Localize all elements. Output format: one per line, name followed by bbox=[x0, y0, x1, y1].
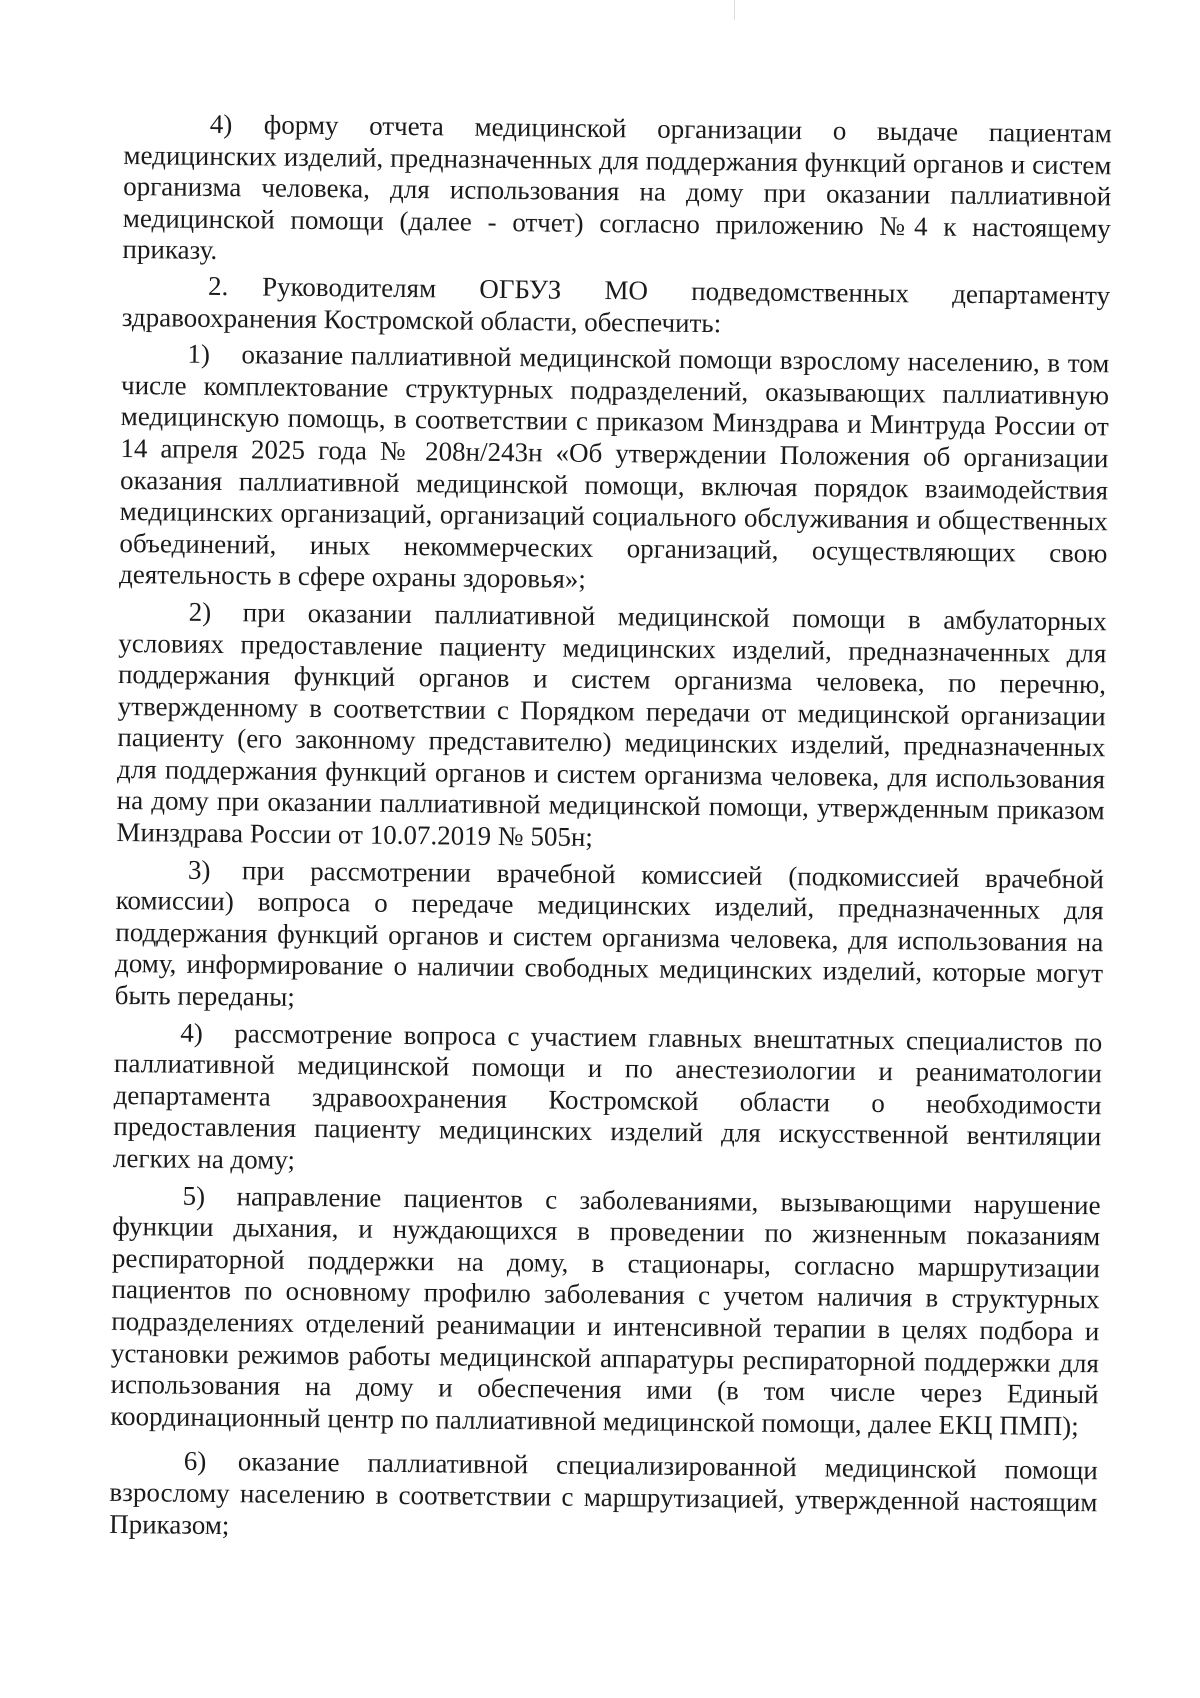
paragraph-text: направление пациентов с заболеваниями, вызывающими нарушение функции дыхания, и нуждающихся в проведении по жизненным показаниям респираторной поддержки на дому, в стационары, согласно маршрутизации пациентов по основному профилю заболевания с учетом наличия в структурных подразделениях отделений реанимации и интенсивной терапии в целях подбора и установки режимов работы медицинской аппаратуры респираторной поддержки для использования на дому и обеспечения ими (в том числе через Единый координационный центр по паллиативной медицинской помощи, далее ЕКЦ ПМП); bbox=[110, 1180, 1101, 1441]
paragraph-number: 2. bbox=[207, 270, 229, 302]
paragraph-text: форму отчета медицинской организации о выдаче пациентам медицинских изделий, предназначенных для поддержания функций органов и систем организма человека, для использования на дому при оказании паллиативной медицинской помощи (далее - отчет) согласно приложению №4 к настоящему приказу. bbox=[122, 109, 1112, 266]
paragraph-text: при оказании паллиативной медицинской помощи в амбулаторных условиях предоставление пациенту медицинских изделий, предназначенных для поддержания функций органов и систем организма человека, по перечню, утвержденному в соответствии с Порядком передачи от медицинской организации пациенту (его законному представителю) медицинских изделий, предназначенных для поддержания функций органов и систем организма человека, для использования на дому при оказании паллиативной медицинской помощи, утвержденным приказом Минздрава России от 10.07.2019 № 505н; bbox=[116, 597, 1107, 853]
paragraph-text: Руководителям ОГБУЗ МО подведомственных департаменту здравоохранения Костромской области, обеспечить: bbox=[121, 271, 1111, 338]
paragraph-item-1-palliative-care bbox=[119, 338, 1110, 601]
paragraph-number: 4) bbox=[209, 108, 233, 140]
paragraph-number: 3) bbox=[187, 854, 211, 885]
paragraph-item-5-respiratory-support bbox=[110, 1180, 1101, 1443]
paragraph-number: 5) bbox=[182, 1180, 206, 1211]
document-body bbox=[109, 108, 1112, 1550]
scan-artifact-line bbox=[734, 0, 735, 20]
paragraph-item-2-medical-devices bbox=[116, 596, 1107, 859]
paragraph-item-4-report-form bbox=[122, 108, 1112, 276]
paragraph-text: при рассмотрении врачебной комиссией (подкомиссией врачебной комиссии) вопроса о передаче медицинских изделий, предназначенных для поддержания функций органов и систем организма человека, для использования на дому, информирование о наличии свободных медицинских изделий, которые могут быть переданы; bbox=[114, 854, 1105, 1012]
paragraph-number: 2) bbox=[188, 596, 212, 627]
paragraph-text: оказание паллиативной специализированной медицинской помощи взрослому населению в соответствии с маршрутизацией, утвержденной настоящим Приказом; bbox=[109, 1446, 1098, 1540]
paragraph-text: рассмотрение вопроса с участием главных внештатных специалистов по паллиативной медицинской помощи и по анестезиологии и реаниматологии департамента здравоохранения Костромской области о необходимости предоставления пациенту медицинских изделий для искусственной вентиляции легких на дому; bbox=[112, 1017, 1103, 1175]
paragraph-item-3-medical-commission bbox=[115, 854, 1105, 1022]
paragraph-text: оказание паллиативной медицинской помощи взрослому населению, в том числе комплектование структурных подразделений, оказывающих паллиативную медицинскую помощь, в соответствии с приказом Минздрава и Минтруда России от 14 апреля 2025 года № 208н/243н «Об утверждении Положения об организации оказания паллиативной медицинской помощи, включая порядок взаимодействия медицинских организаций, организаций социального обслуживания и общественных объединений, иных некоммерческих организаций, осуществляющих свою деятельность в сфере охраны здоровья»; bbox=[118, 339, 1110, 595]
paragraph-item-4-ventilation bbox=[113, 1017, 1103, 1185]
paragraph-number: 6) bbox=[183, 1446, 207, 1477]
paragraph-item-6-specialized-care bbox=[109, 1445, 1098, 1550]
paragraph-number: 4) bbox=[180, 1017, 203, 1048]
paragraph-section-2 bbox=[122, 270, 1111, 344]
paragraph-number: 1) bbox=[187, 338, 211, 370]
